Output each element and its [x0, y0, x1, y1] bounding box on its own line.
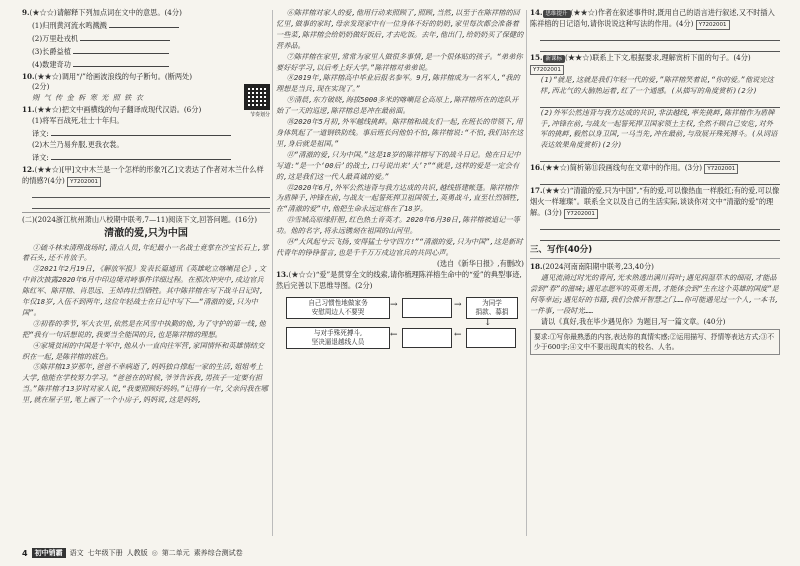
paragraph: ⑧2019年,陈祥榕高中毕业后报名参军。9月,陈祥榕成为一名军人,“我的理想是当兵,现在实现了。”	[276, 73, 520, 94]
grade: 七年级下册	[87, 549, 123, 557]
question-17: 17.(★★☆)“清澈的爱,只为中国”,“有的爱,可以像热血一样殷红;有的爱,可以像烟火一样璀璨”。联系全文以及自己的生活实际,谈谈你对文中“清澈的爱”的理解。(3分) Y7202001	[530, 186, 780, 241]
qr-code-icon[interactable]	[244, 84, 270, 110]
mind-map-box: 自己习惯性地做家务 安慰周边人不要哭	[286, 297, 390, 319]
bullet-icon: ◎	[151, 549, 158, 557]
passage-title: 清澈的爱,只为中国	[104, 227, 188, 239]
paragraph: ④家境贫困的中国是十军中,他从小一直向往军营,家国情怀和英雄情结交织在一起,是陈祥榕的底色。	[22, 340, 265, 361]
edition: 人教版	[126, 549, 148, 557]
requirements-box: 要求:①写你最熟悉的内容,表达你的真情实感;②运用描写、抒情等表达方式;③不少于600字;④文中不要出现真实的校名、人名。	[530, 329, 780, 355]
mind-map-box: 与对手殊死搏斗, 坚决逼退越线人员	[286, 327, 390, 349]
arrow-right-icon: →	[454, 299, 462, 310]
exam-title: 素养综合测试卷	[193, 549, 243, 557]
brand-logo: 初中销霸	[32, 548, 66, 558]
paragraph: ⑨清晨,东方破晓,海拔5000多米的喀喇昆仑高原上,陈祥榕所在的连队开始了一天的巡逻,陈祥榕总是冲在最前面。	[276, 95, 519, 116]
right-column	[530, 8, 780, 540]
question-12: 12.(★★☆)[甲]文中木兰是一个怎样的形象?[乙]文表达了作者对木兰什么样的情感?(4分) Y7202001	[22, 165, 270, 209]
paragraph: ⑪“清澈的爱,只为中国。”这是18岁的陈祥榕写下的战斗日记。他在日记中写道:“是一个‘00后’的战士,口号说出来‘大’?”“就是,这样的爱是一定会有的,这是我们这一代人最真诚的爱。”	[276, 149, 521, 181]
arrow-left-icon: ←	[454, 329, 462, 340]
qr-caption: 节奏划分	[249, 112, 270, 118]
answer-box[interactable]	[402, 298, 452, 318]
unit: 第二单元	[161, 549, 190, 557]
column-divider	[526, 10, 527, 536]
paragraph: ⑫2020年6月,外军公然违背与我方达成的共识,越线搭建帐篷。陈祥榕作为盾牌手,冲锋在前,与战友一起誓死捍卫祖国领土,英勇战斗,直至壮烈牺牲,在“清澈的爱”中,他把生命永远定格在了18岁。	[276, 182, 521, 214]
paragraph: ⑦陈祥榕在家里,常常为家里人做很多事情,是一个很体贴的孩子。“弟弟你要好好学习,以后考上好大学。”陈祥榕对弟弟说。	[276, 51, 523, 72]
column-divider	[272, 10, 273, 536]
question-15: 15. 新课标 (★★☆)联系上下文,根据要求,理解赏析下面的句子。(4分) Y7202001 (1)“就是,这就是我们年轻一代的爱,”陈祥榕笑着说,“你的爱。”他说完这样,西北气的大脑热运着,红了一个通感。(从描写的角度赏析)(2分) (2)外军公然违背与我方达成的共识,非法越线,率先挑衅,陈祥榕作为盾牌手,冲锋在前,与战友一起誓死捍卫国家领土主权,全然不顾自己安危,对外军的挑衅,毅然以身卫国,一马当先,冲在最前,与敌展开殊死搏斗。(从词语表达效果角度赏析)(2分)	[530, 53, 780, 162]
paragraph: ⑤陈祥榕13岁那年,爸爸不幸病逝了,妈妈独自撑起一家的生活,姐姐考上大学,他能在学校努力学习。“爸爸在的时候,爷爷告诉我,男孩子一定要有担当。”陈祥榕才13岁时对家人说,“我要照顾好妈妈。”记得有一年,父亲问我在哪里,就在屋子里,笔上画了一个小房子,妈妈说,这是妈妈,	[22, 362, 268, 405]
page-number: 4	[22, 548, 28, 558]
left-column	[22, 8, 270, 540]
arrow-right-icon: →	[390, 299, 398, 310]
answer-box[interactable]	[402, 328, 452, 348]
reading-intro: (二)(2024浙江杭州萧山八校期中联考,7—11)阅读下文,回答问题。(16分)	[22, 212, 270, 226]
question-11: 11.(★★☆)把文中画横线的句子翻译成现代汉语。(6分) (1)将军百战死,壮士十年归。 译文: (2)木兰乃易弁服,更我衣裳。 译文:	[22, 105, 270, 164]
mind-map	[276, 295, 524, 351]
subject: 语文	[69, 549, 84, 557]
paragraph: ⑬雪域高原缘肝胆,红色热土育英才。2020年6月30日,陈祥榕被追记一等功。他的名字,将永远镌刻在祖国的山河里。	[276, 215, 520, 236]
question-10: 10.(★★☆)调用“/”给画波浪线的句子断句。(断两处) (2分) 朔 气 传 金 柝 寒 光 照 铁 衣	[22, 71, 193, 103]
source-note: (选自《新华日报》,有删改)	[437, 258, 524, 268]
answer-box[interactable]	[466, 328, 516, 348]
question-16: 16.(★★☆)简析第⑪段画线句在文章中的作用。(3分) Y7202001	[530, 163, 780, 185]
question-9: 9.(★☆☆)请解释下列加点词在文中的意思。(4分) (1)归刑黄河流水鸣溅溅 (2)万里赴戎机 (3)长爵益植 (4)数建奇功	[22, 8, 182, 69]
question-13: 13.(★☆☆)“爱”是贯穿全文的线索,请你梳理陈祥榕生命中的“爱”的典型事迹,然后完善以下思维导图。(2分) 自己习惯性地做家务 安慰周边人不要哭 → → 为同学 捐款、募捐 ↓ 与对手殊死搏斗, 坚决逼退越线人员 ← ←	[276, 270, 524, 351]
paragraph: ①硫斗林未清理战场时,清点人员,年纪最小一名战士竟掌在沙宝长石上,掌着石头,还不肯放手。	[22, 242, 269, 263]
arrow-down-icon: ↓	[484, 317, 492, 328]
paragraph: ⑥陈祥榕对家人的爱,他用行动来照顾了,照顾,当然,以至于在陈祥榕的回忆里,做事的家时,母亲发现家中有一位身体不好的奶奶,家里每次都会准备着一些菜,陈祥榕会给奶奶做好饭后,才去吃饭。去年,他出门,给奶奶买了保健的营养品。	[276, 8, 524, 50]
arrow-left-icon: ←	[390, 329, 398, 340]
paragraph: ③初春的季节,军大衣里,依然是在风雪中执勤的他,为了守护的第一线,他把“我有一句话想说的,我要当全能国的兵,也是陈祥榕的理想。	[22, 318, 266, 339]
paragraph: ⑭“大风起兮云飞扬,安得猛士兮守四方!”“清澈的爱,只为中国”,这是新时代青年的铮铮誓言,也是千千万万戍边官兵的共同心声。	[276, 237, 523, 257]
mind-map-box: 为同学 捐款、募捐	[466, 297, 518, 319]
paragraph: ⑩2020年5月初,外军越线挑衅。陈祥榕和战友们一起,在班长的带领下,用身体筑起了一道钢铁防线。事后班长问他怕不怕,陈祥榕说:“不怕,我们站在这里,身后就是祖国。”	[276, 117, 524, 148]
page-footer	[22, 548, 243, 558]
middle-column	[276, 8, 524, 540]
question-14: 14. 思维提升 (★★☆)作者在叙述事件时,既用自己的语言进行叙述,又不时插入陈祥榕的日记语句,请你说说这种写法的作用。(4分) Y7202001	[530, 8, 780, 52]
paragraph: ②2021年2月19日,《解放军报》发表长篇通讯《英雄屹立喀喇昆仑》,文中首次披露2020年6月中印边境对峙事件详细过程。在那次冲突中,戍边官兵陈红军、陈祥榕、肖思远、王焯冉壮烈牺牲。其中陈祥榕在写下战斗日记时,年仅18岁,入伍不到两年,这位年轻战士在日记中写下——“清澈的爱,只为中国”。	[22, 264, 266, 317]
question-18: 18.(2024河南南阳期中联考,23,40分) 遇见流淌过时光的青河,光未熟透出满川荷叶;遇见润湿草木的细雨,才能品尝到“春”的滋味;遇见志愿军的英勇无畏,才能体会到“生在这个英雄的国度”是何等幸运;遇见好的书籍,我们会推开智慧之门……你可能遇见过一个人,一本书,一件事,一段时光…… 请以《真好,我在毕少遇见你》为题目,写一篇文章。(40分) 要求:①写你最熟悉的内容,表达你的真情实感;②运用描写、抒情等表达方式;③不少于600字;④文中不要出现真实的校名、人名。	[530, 262, 780, 355]
writing-section-title: 三、写作(40分)	[530, 245, 780, 259]
